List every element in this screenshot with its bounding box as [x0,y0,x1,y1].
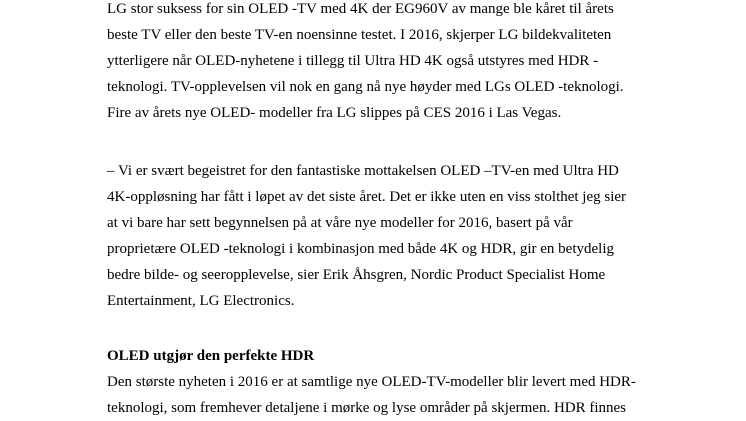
paragraph-line: – Vi er svært begeistret for den fantastiske mottakelsen OLED –TV-en med Ultra HD [107,163,619,179]
paragraph-intro [107,0,667,126]
paragraph-hdr [107,369,667,421]
section-heading: OLED utgjør den perfekte HDR [107,348,315,364]
paragraph-line: teknologi, som fremhever detaljene i mørke og lyse områder på skjermen. HDR finnes [107,400,627,416]
paragraph-line: 4K-oppløsning har fått i løpet av det siste året. Det er ikke uten en viss stolthet jeg sier [107,189,627,205]
paragraph-line: beste TV eller den beste TV-en noensinne testet. I 2016, skjerper LG bildekvaliteten [107,27,612,43]
paragraph-line: ytterligere når OLED-nyhetene i tillegg til Ultra HD 4K også utstyres med HDR - [107,53,599,69]
paragraph-line: Fire av årets nye OLED- modeller fra LG slippes på CES 2016 i Las Vegas. [107,105,562,121]
paragraph-quote [107,158,667,314]
paragraph-line: Entertainment, LG Electronics. [107,293,295,309]
paragraph-line: bedre bilde- og seeropplevelse, sier Erik Åhsgren, Nordic Product Specialist Home [107,267,606,283]
paragraph-line: Den største nyheten i 2016 er at samtlige nye OLED-TV-modeller blir levert med HDR- [107,374,636,390]
paragraph-line: proprietære OLED -teknologi i kombinasjon med både 4K og HDR, gir en betydelig [107,241,614,257]
paragraph-line: at vi bare har sett begynnelsen på at våre nye modeller for 2016, basert på vår [107,215,573,231]
paragraph-line: teknologi. TV-opplevelsen vil nok en gang nå nye høyder med LGs OLED -teknologi. [107,79,624,95]
paragraph-line: LG stor suksess for sin OLED -TV med 4K der EG960V av mange ble kåret til årets [107,1,614,17]
